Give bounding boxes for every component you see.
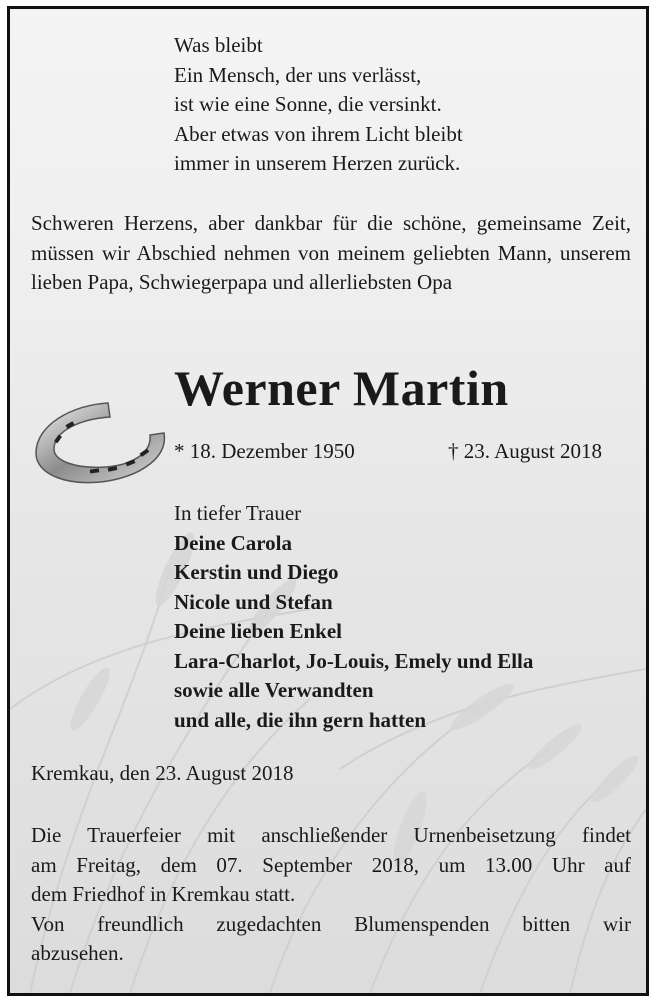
poem-line: Aber etwas von ihrem Licht bleibt: [174, 121, 463, 146]
mourner-name: Deine lieben Enkel: [174, 619, 343, 643]
ceremony-line: Von freundlich zugedachten Blumenspenden bitten wir: [31, 911, 631, 936]
death-date: † 23. August 2018: [447, 439, 602, 463]
mourning-intro: In tiefer Trauer: [174, 501, 302, 525]
mourner-name: sowie alle Verwandten: [174, 678, 374, 702]
birth-date: * 18. Dezember 1950: [174, 439, 355, 463]
poem-line: Was bleibt: [174, 33, 263, 57]
mourner-name: und alle, die ihn gern hatten: [174, 707, 427, 732]
poem-line: ist wie eine Sonne, die versinkt.: [174, 92, 442, 116]
mourner-name: Lara-Charlot, Jo-Louis, Emely und Ella: [174, 648, 534, 673]
mourner-name: Nicole und Stefan: [174, 589, 333, 614]
place-date: Kremkau, den 23. August 2018: [31, 761, 294, 785]
mourners: [174, 499, 533, 735]
poem-line: immer in unserem Herzen zurück.: [174, 151, 461, 175]
mourner-name: Deine Carola: [174, 530, 293, 555]
poem: [174, 31, 463, 179]
ceremony-info: [31, 821, 631, 969]
intro-text: Schweren Herzens, aber dankbar für die schöne, gemeinsame Zeit, müssen wir Abschied nehmen von meinem geliebten Mann, unserem lieben Papa, Schwiegerpapa und allerliebsten Opa: [31, 211, 631, 294]
ceremony-line: Die Trauerfeier mit anschließender Urnenbeisetzung findet: [31, 823, 631, 847]
poem-line: Ein Mensch, der uns verlässt,: [174, 62, 422, 87]
ceremony-line: abzusehen.: [31, 941, 124, 965]
horseshoe-icon: [32, 395, 172, 491]
ceremony-line: dem Friedhof in Kremkau statt.: [31, 882, 296, 906]
ceremony-line: am Freitag, dem 07. September 2018, um 13.00 Uhr auf: [31, 852, 631, 877]
life-dates: [174, 439, 602, 464]
obituary-frame: [7, 6, 649, 996]
mourner-name: Kerstin und Diego: [174, 560, 339, 584]
deceased-name: Werner Martin: [174, 360, 509, 416]
